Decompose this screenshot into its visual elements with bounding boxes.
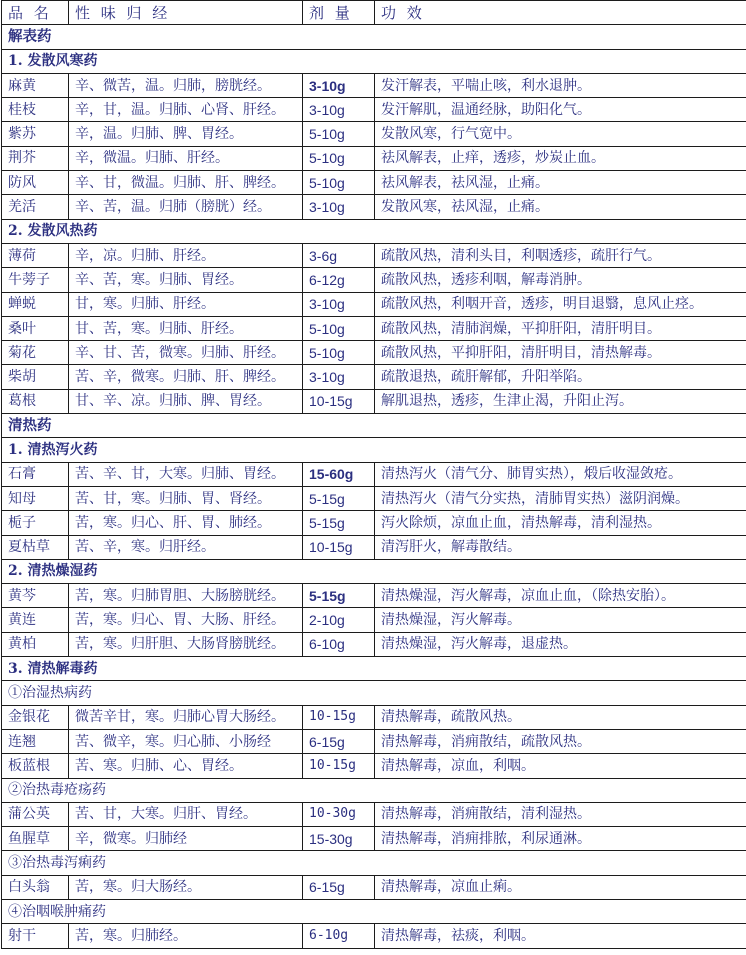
herb-dose-cell: 10-15g (303, 705, 375, 729)
section-row (2, 414, 746, 438)
header-nature: 性 味 归 经 (69, 1, 303, 25)
herb-table (1, 0, 746, 949)
herb-nature-cell: 苦，寒。归肺经。 (69, 924, 303, 948)
herb-effect-cell: 发散风寒，祛风湿，止痛。 (375, 195, 746, 219)
herb-nature-cell: 辛、甘、苦，微寒。归肺、肝经。 (69, 341, 303, 365)
herb-nature-cell: 苦、辛、甘，大寒。归肺、胃经。 (69, 462, 303, 486)
herb-effect-cell: 清热解毒，凉血，利咽。 (375, 754, 746, 778)
herb-dose-cell: 6-12g (303, 268, 375, 292)
herb-name-cell: 连翘 (2, 729, 69, 753)
herb-effect-cell: 疏散风热，清肺润燥，平抑肝阳，清肝明目。 (375, 316, 746, 340)
table-row (2, 365, 746, 389)
subsection-row (2, 219, 746, 243)
herb-effect-cell: 清热解毒，疏散风热。 (375, 705, 746, 729)
table-row (2, 316, 746, 340)
herb-effect-cell: 清热解毒，消痈排脓，利尿通淋。 (375, 827, 746, 851)
herb-nature-cell: 苦、甘，大寒。归肝、胃经。 (69, 802, 303, 826)
herb-effect-cell: 疏散风热，平抑肝阳，清肝明目，清热解毒。 (375, 341, 746, 365)
subsection-title: 2. 发散风热药 (2, 219, 746, 243)
herb-nature-cell: 辛，温。归肺、脾、胃经。 (69, 122, 303, 146)
herb-dose-cell: 3-10g (303, 195, 375, 219)
herb-dose-cell: 6-10g (303, 924, 375, 948)
subsection-title: 3. 清热解毒药 (2, 657, 746, 681)
herb-effect-cell: 发汗解肌，温通经脉，助阳化气。 (375, 98, 746, 122)
herb-effect-cell: 清热燥湿，泻火解毒，退虚热。 (375, 632, 746, 656)
herb-name-cell: 柴胡 (2, 365, 69, 389)
herb-nature-cell: 甘、辛、凉。归肺、脾、胃经。 (69, 389, 303, 413)
herb-name-cell: 葛根 (2, 389, 69, 413)
herb-dose-cell: 10-15g (303, 754, 375, 778)
table-row (2, 827, 746, 851)
subsection-row (2, 438, 746, 462)
herb-name-cell: 牛蒡子 (2, 268, 69, 292)
herb-effect-cell: 清热燥湿，泻火解毒，凉血止血，（除热安胎）。 (375, 584, 746, 608)
herb-effect-cell: 祛风解表，止痒，透疹，炒炭止血。 (375, 146, 746, 170)
herb-dose-cell: 5-10g (303, 171, 375, 195)
herb-name-cell: 金银花 (2, 705, 69, 729)
herb-nature-cell: 辛、苦，寒。归肺、胃经。 (69, 268, 303, 292)
herb-dose-cell: 5-15g (303, 584, 375, 608)
herb-name-cell: 蝉蜕 (2, 292, 69, 316)
herb-dose-cell: 10-15g (303, 535, 375, 559)
herb-nature-cell: 苦、辛，寒。归肝经。 (69, 535, 303, 559)
herb-name-cell: 防风 (2, 171, 69, 195)
herb-effect-cell: 清泻肝火，解毒散结。 (375, 535, 746, 559)
herb-dose-cell: 5-10g (303, 122, 375, 146)
herb-dose-cell: 3-10g (303, 98, 375, 122)
herb-nature-cell: 苦，寒。归心、胃、大肠、肝经。 (69, 608, 303, 632)
herb-dose-cell: 10-30g (303, 802, 375, 826)
herb-name-cell: 桑叶 (2, 316, 69, 340)
herb-nature-cell: 苦，寒。归肝胆、大肠肾膀胱经。 (69, 632, 303, 656)
herb-effect-cell: 疏散退热，疏肝解郁，升阳举陷。 (375, 365, 746, 389)
herb-name-cell: 夏枯草 (2, 535, 69, 559)
herb-nature-cell: 苦、甘，寒。归肺、胃、肾经。 (69, 486, 303, 510)
table-row (2, 122, 746, 146)
herb-effect-cell: 发散风寒，行气宽中。 (375, 122, 746, 146)
herb-name-cell: 黄柏 (2, 632, 69, 656)
herb-dose-cell: 6-15g (303, 875, 375, 899)
table-row (2, 462, 746, 486)
subgroup-row (2, 681, 746, 705)
subgroup-title: ③治热毒泻痢药 (2, 851, 746, 875)
herb-dose-cell: 5-10g (303, 316, 375, 340)
subgroup-row (2, 851, 746, 875)
table-row (2, 924, 746, 948)
herb-dose-cell: 3-10g (303, 365, 375, 389)
subsection-row (2, 559, 746, 583)
herb-name-cell: 菊花 (2, 341, 69, 365)
herb-name-cell: 石膏 (2, 462, 69, 486)
subsection-row (2, 657, 746, 681)
subgroup-row (2, 899, 746, 923)
subgroup-title: ④治咽喉肿痛药 (2, 899, 746, 923)
herb-name-cell: 桂枝 (2, 98, 69, 122)
herb-nature-cell: 苦，寒。归大肠经。 (69, 875, 303, 899)
table-row (2, 632, 746, 656)
table-row (2, 292, 746, 316)
herb-nature-cell: 甘，寒。归肺、肝经。 (69, 292, 303, 316)
table-row (2, 171, 746, 195)
table-row (2, 729, 746, 753)
herb-nature-cell: 辛，甘，温。归肺、心肾、肝经。 (69, 98, 303, 122)
table-row (2, 875, 746, 899)
herb-name-cell: 射干 (2, 924, 69, 948)
herb-name-cell: 紫苏 (2, 122, 69, 146)
herb-name-cell: 知母 (2, 486, 69, 510)
herb-nature-cell: 辛，微寒。归肺经 (69, 827, 303, 851)
table-row (2, 486, 746, 510)
table-row (2, 389, 746, 413)
herb-effect-cell: 清热解毒，消痈散结，清利湿热。 (375, 802, 746, 826)
herb-name-cell: 荆芥 (2, 146, 69, 170)
herb-name-cell: 栀子 (2, 511, 69, 535)
herb-name-cell: 黄连 (2, 608, 69, 632)
section-row (2, 25, 746, 49)
table-row (2, 705, 746, 729)
herb-dose-cell: 10-15g (303, 389, 375, 413)
table-row (2, 754, 746, 778)
subsection-row (2, 49, 746, 73)
herb-name-cell: 鱼腥草 (2, 827, 69, 851)
herb-dose-cell: 6-10g (303, 632, 375, 656)
herb-dose-cell: 3-6g (303, 243, 375, 267)
subgroup-title: ①治湿热病药 (2, 681, 746, 705)
subsection-title: 1. 发散风寒药 (2, 49, 746, 73)
herb-effect-cell: 疏散风热，透疹利咽，解毒消肿。 (375, 268, 746, 292)
herb-nature-cell: 辛、甘，微温。归肺、肝、脾经。 (69, 171, 303, 195)
subsection-title: 2. 清热燥湿药 (2, 559, 746, 583)
herb-nature-cell: 苦、辛，微寒。归肺、肝、脾经。 (69, 365, 303, 389)
table-row (2, 584, 746, 608)
header-effect: 功 效 (375, 1, 746, 25)
table-header-row (2, 1, 746, 25)
herb-name-cell: 板蓝根 (2, 754, 69, 778)
herb-effect-cell: 清热燥湿，泻火解毒。 (375, 608, 746, 632)
herb-nature-cell: 苦、微辛，寒。归心肺、小肠经 (69, 729, 303, 753)
herb-effect-cell: 解肌退热，透疹，生津止渴，升阳止泻。 (375, 389, 746, 413)
herb-effect-cell: 清热解毒，消痈散结，疏散风热。 (375, 729, 746, 753)
herb-name-cell: 白头翁 (2, 875, 69, 899)
herb-nature-cell: 微苦辛甘，寒。归肺心胃大肠经。 (69, 705, 303, 729)
herb-nature-cell: 甘、苦，寒。归肺、肝经。 (69, 316, 303, 340)
herb-nature-cell: 辛、苦，温。归肺（膀胱）经。 (69, 195, 303, 219)
herb-dose-cell: 15-60g (303, 462, 375, 486)
herb-dose-cell: 5-15g (303, 486, 375, 510)
herb-effect-cell: 祛风解表，祛风湿，止痛。 (375, 171, 746, 195)
table-row (2, 98, 746, 122)
herb-nature-cell: 苦，寒。归心、肝、胃、肺经。 (69, 511, 303, 535)
herb-dose-cell: 3-10g (303, 73, 375, 97)
herb-nature-cell: 辛，微温。归肺、肝经。 (69, 146, 303, 170)
herb-effect-cell: 清热解毒，凉血止痢。 (375, 875, 746, 899)
herb-effect-cell: 清热泻火（清气分实热，清肺胃实热）滋阴润燥。 (375, 486, 746, 510)
herb-dose-cell: 5-15g (303, 511, 375, 535)
table-row (2, 608, 746, 632)
herb-effect-cell: 清热泻火（清气分、肺胃实热），煅后收湿敛疮。 (375, 462, 746, 486)
subgroup-title: ②治热毒疮疡药 (2, 778, 746, 802)
herb-dose-cell: 15-30g (303, 827, 375, 851)
herb-effect-cell: 发汗解表，平喘止咳，利水退肿。 (375, 73, 746, 97)
header-name: 品 名 (2, 1, 69, 25)
table-row (2, 802, 746, 826)
table-row (2, 73, 746, 97)
herb-nature-cell: 辛、微苦，温。归肺，膀胱经。 (69, 73, 303, 97)
herb-dose-cell: 5-10g (303, 341, 375, 365)
herb-name-cell: 羌活 (2, 195, 69, 219)
subsection-title: 1. 清热泻火药 (2, 438, 746, 462)
herb-dose-cell: 5-10g (303, 146, 375, 170)
table-row (2, 146, 746, 170)
herb-effect-cell: 清热解毒，祛痰，利咽。 (375, 924, 746, 948)
herb-dose-cell: 3-10g (303, 292, 375, 316)
herb-nature-cell: 苦、寒。归肺、心、胃经。 (69, 754, 303, 778)
herb-table-body (2, 1, 746, 949)
table-row (2, 268, 746, 292)
herb-dose-cell: 6-15g (303, 729, 375, 753)
table-row (2, 195, 746, 219)
section-title: 解表药 (2, 25, 746, 49)
herb-name-cell: 麻黄 (2, 73, 69, 97)
herb-effect-cell: 泻火除烦，凉血止血，清热解毒，清利湿热。 (375, 511, 746, 535)
herb-name-cell: 黄芩 (2, 584, 69, 608)
herb-name-cell: 薄荷 (2, 243, 69, 267)
table-row (2, 341, 746, 365)
herb-nature-cell: 苦，寒。归肺胃胆、大肠膀胱经。 (69, 584, 303, 608)
table-row (2, 511, 746, 535)
herb-dose-cell: 2-10g (303, 608, 375, 632)
header-dose: 剂 量 (303, 1, 375, 25)
subgroup-row (2, 778, 746, 802)
herb-effect-cell: 疏散风热，利咽开音，透疹，明目退翳，息风止痉。 (375, 292, 746, 316)
herb-nature-cell: 辛，凉。归肺、肝经。 (69, 243, 303, 267)
section-title: 清热药 (2, 414, 746, 438)
table-row (2, 243, 746, 267)
herb-effect-cell: 疏散风热，清利头目，利咽透疹，疏肝行气。 (375, 243, 746, 267)
table-row (2, 535, 746, 559)
herb-name-cell: 蒲公英 (2, 802, 69, 826)
